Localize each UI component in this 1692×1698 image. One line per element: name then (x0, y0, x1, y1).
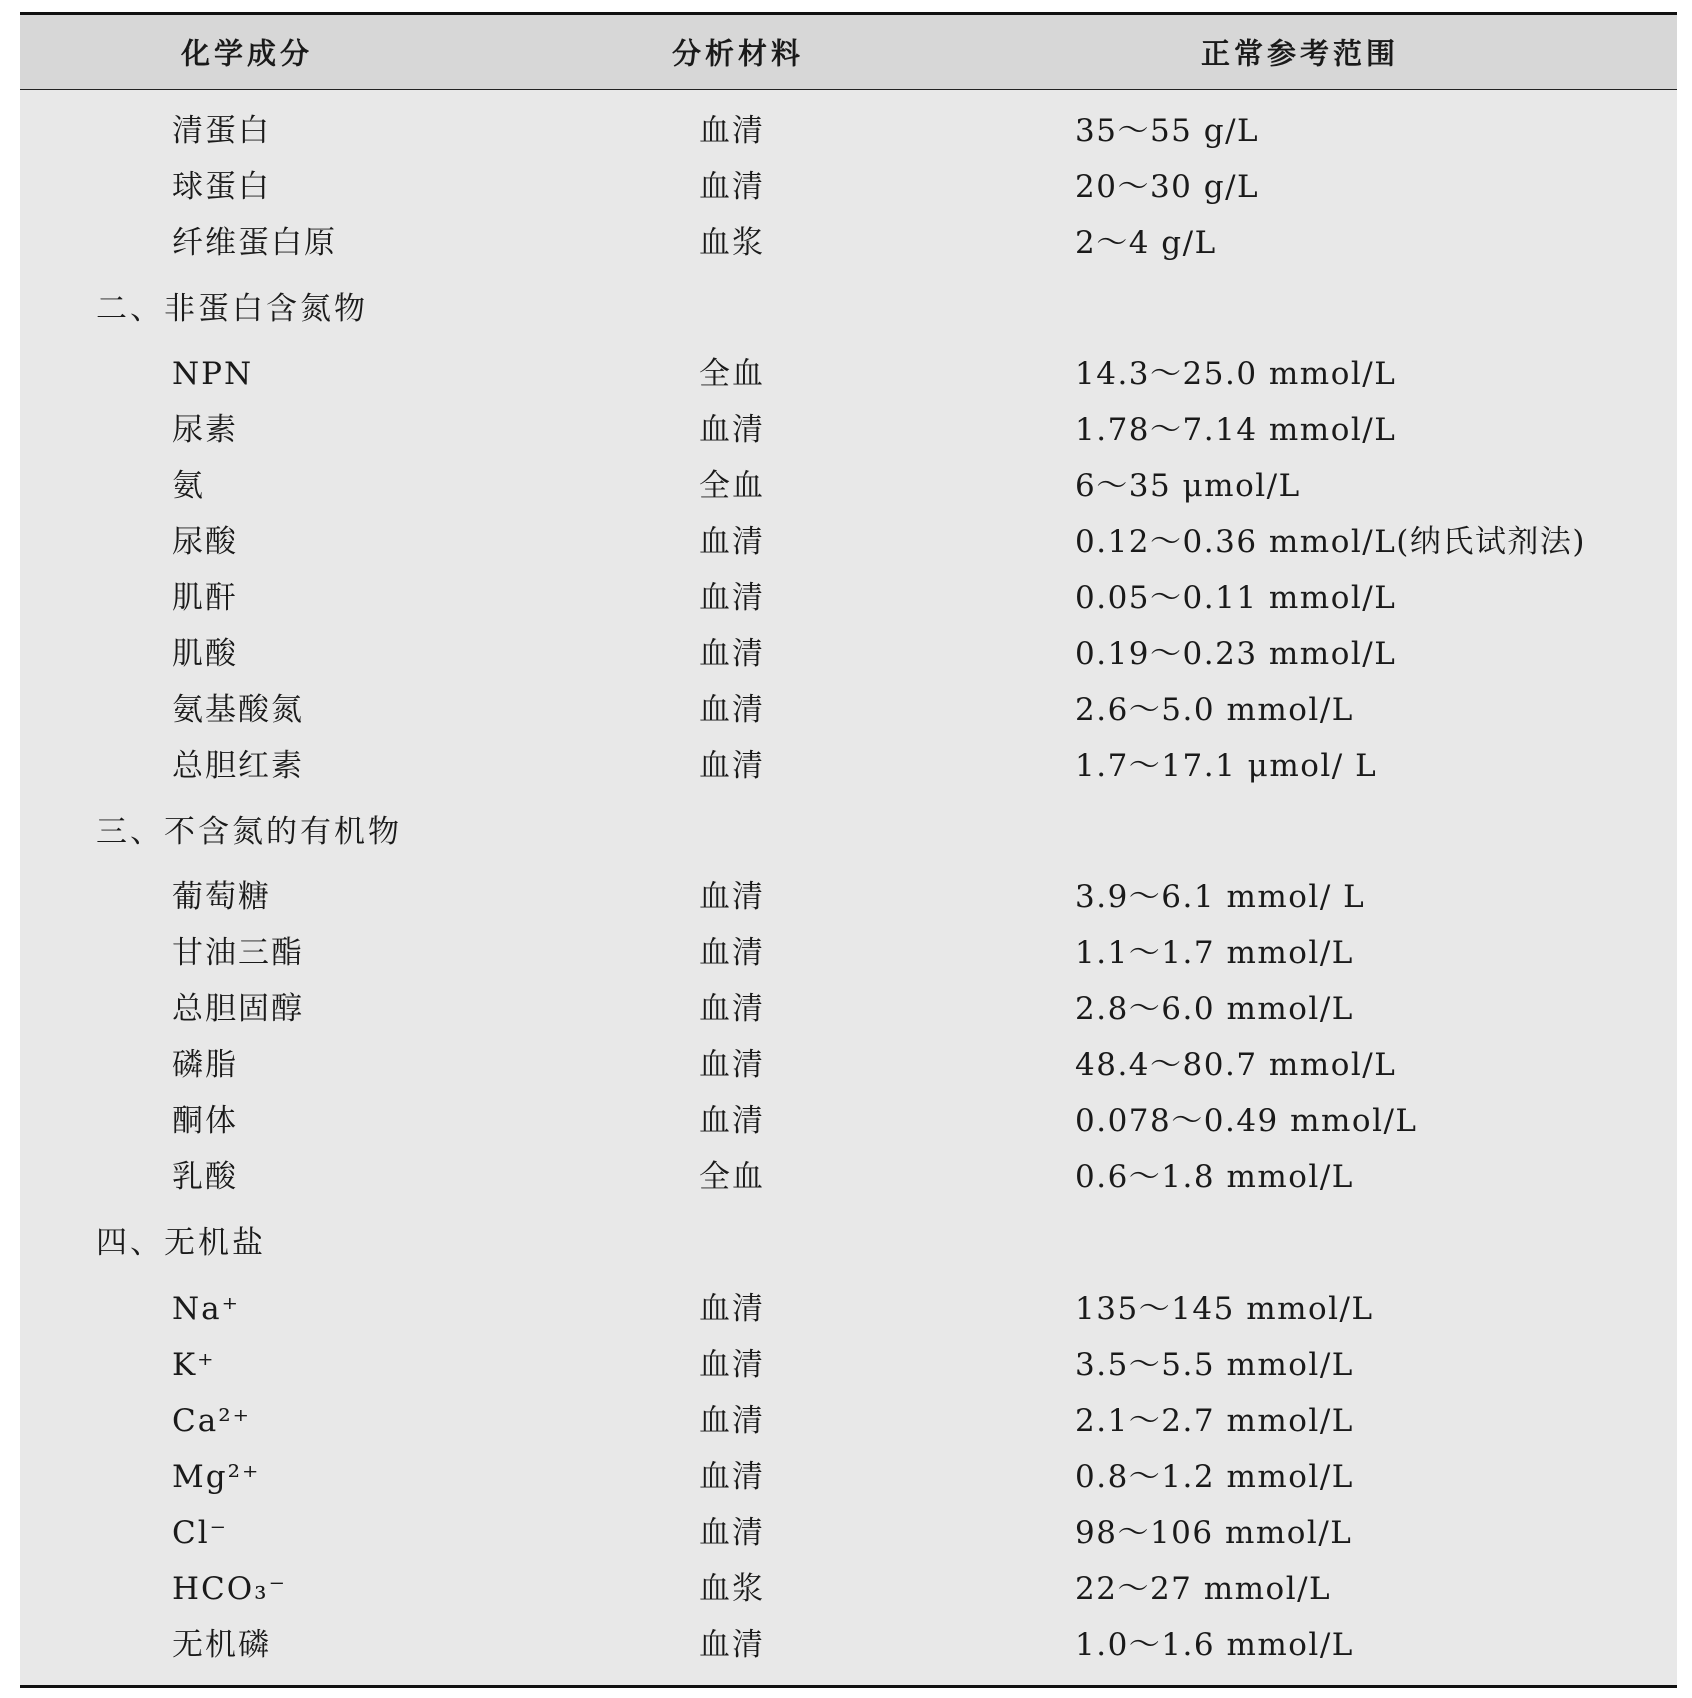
table-row (20, 1095, 1677, 1147)
table-row (20, 927, 1677, 979)
table-row (20, 348, 1677, 400)
row-material: 血清 (699, 113, 765, 149)
table-row (20, 460, 1677, 512)
section-heading: 三、不含氮的有机物 (96, 814, 402, 850)
row-range: 1.0～1.6 mmol/L (1075, 1627, 1354, 1663)
row-range: 0.19～0.23 mmol/L (1075, 636, 1397, 672)
table-row (20, 105, 1677, 157)
table-row (20, 404, 1677, 456)
row-material: 血浆 (699, 225, 765, 261)
table-row (20, 1451, 1677, 1503)
row-range: 98～106 mmol/L (1075, 1515, 1353, 1551)
row-range: 2.6～5.0 mmol/L (1075, 692, 1354, 728)
row-material: 血清 (699, 1515, 765, 1551)
row-component: 氨基酸氮 (172, 692, 304, 728)
row-component: 葡萄糖 (172, 879, 271, 915)
table-row (20, 1151, 1677, 1203)
row-component: HCO₃⁻ (172, 1571, 287, 1607)
row-material: 血清 (699, 636, 765, 672)
header-material: 分析材料 (671, 36, 805, 71)
row-material: 血清 (699, 1103, 765, 1139)
table-row (20, 516, 1677, 568)
table-header (20, 15, 1677, 90)
row-range: 6～35 μmol/L (1075, 468, 1301, 504)
row-component: K⁺ (172, 1347, 216, 1383)
row-component: 酮体 (172, 1103, 238, 1139)
row-component: 氨 (172, 468, 205, 504)
row-material: 血清 (699, 1291, 765, 1327)
row-range: 22～27 mmol/L (1075, 1571, 1332, 1607)
row-material: 血浆 (699, 1571, 765, 1607)
table-row (20, 572, 1677, 624)
row-range: 2～4 g/L (1075, 225, 1217, 261)
row-component: 磷脂 (172, 1047, 238, 1083)
row-material: 血清 (699, 1403, 765, 1439)
row-range: 1.1～1.7 mmol/L (1075, 935, 1354, 971)
row-component: Mg²⁺ (172, 1459, 261, 1495)
row-material: 血清 (699, 1047, 765, 1083)
table-row (20, 740, 1677, 792)
row-range: 135～145 mmol/L (1075, 1291, 1374, 1327)
row-material: 血清 (699, 1347, 765, 1383)
table-row (20, 161, 1677, 213)
table-row (20, 1619, 1677, 1671)
row-material: 血清 (699, 1627, 765, 1663)
row-range: 20～30 g/L (1075, 169, 1260, 205)
section-heading: 二、非蛋白含氮物 (96, 291, 368, 327)
row-component: 乳酸 (172, 1159, 238, 1195)
table-row (20, 1563, 1677, 1615)
row-range: 2.1～2.7 mmol/L (1075, 1403, 1354, 1439)
row-range: 0.8～1.2 mmol/L (1075, 1459, 1354, 1495)
table-row (20, 1283, 1677, 1335)
row-component: 尿酸 (172, 524, 238, 560)
row-range: 0.12～0.36 mmol/L(纳氏试剂法) (1075, 524, 1586, 560)
table-row (20, 983, 1677, 1035)
row-material: 血清 (699, 935, 765, 971)
row-component: 清蛋白 (172, 113, 271, 149)
table-row (20, 217, 1677, 269)
row-range: 0.05～0.11 mmol/L (1075, 580, 1397, 616)
table-row (20, 684, 1677, 736)
row-material: 血清 (699, 524, 765, 560)
row-material: 血清 (699, 991, 765, 1027)
row-material: 血清 (699, 879, 765, 915)
row-material: 血清 (699, 1459, 765, 1495)
table-row (20, 628, 1677, 680)
row-component: 肌酸 (172, 636, 238, 672)
header-range: 正常参考范围 (1200, 36, 1400, 71)
row-material: 血清 (699, 412, 765, 448)
row-range: 0.078～0.49 mmol/L (1075, 1103, 1418, 1139)
row-range: 2.8～6.0 mmol/L (1075, 991, 1354, 1027)
row-component: 肌酐 (172, 580, 238, 616)
table-row (20, 1395, 1677, 1447)
table-row (20, 1507, 1677, 1559)
row-range: 1.78～7.14 mmol/L (1075, 412, 1397, 448)
row-material: 血清 (699, 580, 765, 616)
row-material: 血清 (699, 748, 765, 784)
table-row (20, 1339, 1677, 1391)
row-range: 1.7～17.1 μmol/ L (1075, 748, 1378, 784)
row-range: 48.4～80.7 mmol/L (1075, 1047, 1397, 1083)
row-material: 全血 (699, 356, 765, 392)
row-material: 血清 (699, 169, 765, 205)
row-component: Cl⁻ (172, 1515, 228, 1551)
row-component: Ca²⁺ (172, 1403, 251, 1439)
row-material: 血清 (699, 692, 765, 728)
row-range: 14.3～25.0 mmol/L (1075, 356, 1397, 392)
row-range: 0.6～1.8 mmol/L (1075, 1159, 1354, 1195)
row-component: Na⁺ (172, 1291, 240, 1327)
row-range: 35～55 g/L (1075, 113, 1260, 149)
row-component: 总胆固醇 (172, 991, 304, 1027)
row-component: 球蛋白 (172, 169, 271, 205)
section-heading: 四、无机盐 (96, 1225, 266, 1261)
table-row (20, 871, 1677, 923)
row-range: 3.9～6.1 mmol/ L (1075, 879, 1366, 915)
row-component: 纤维蛋白原 (172, 225, 337, 261)
row-material: 全血 (699, 468, 765, 504)
table-row (20, 1039, 1677, 1091)
row-component: NPN (172, 356, 254, 392)
row-component: 甘油三酯 (172, 935, 304, 971)
row-component: 尿素 (172, 412, 238, 448)
header-component: 化学成分 (180, 36, 314, 71)
reference-range-table (20, 12, 1677, 1688)
row-component: 无机磷 (172, 1627, 271, 1663)
row-component: 总胆红素 (172, 748, 304, 784)
row-range: 3.5～5.5 mmol/L (1075, 1347, 1354, 1383)
row-material: 全血 (699, 1159, 765, 1195)
